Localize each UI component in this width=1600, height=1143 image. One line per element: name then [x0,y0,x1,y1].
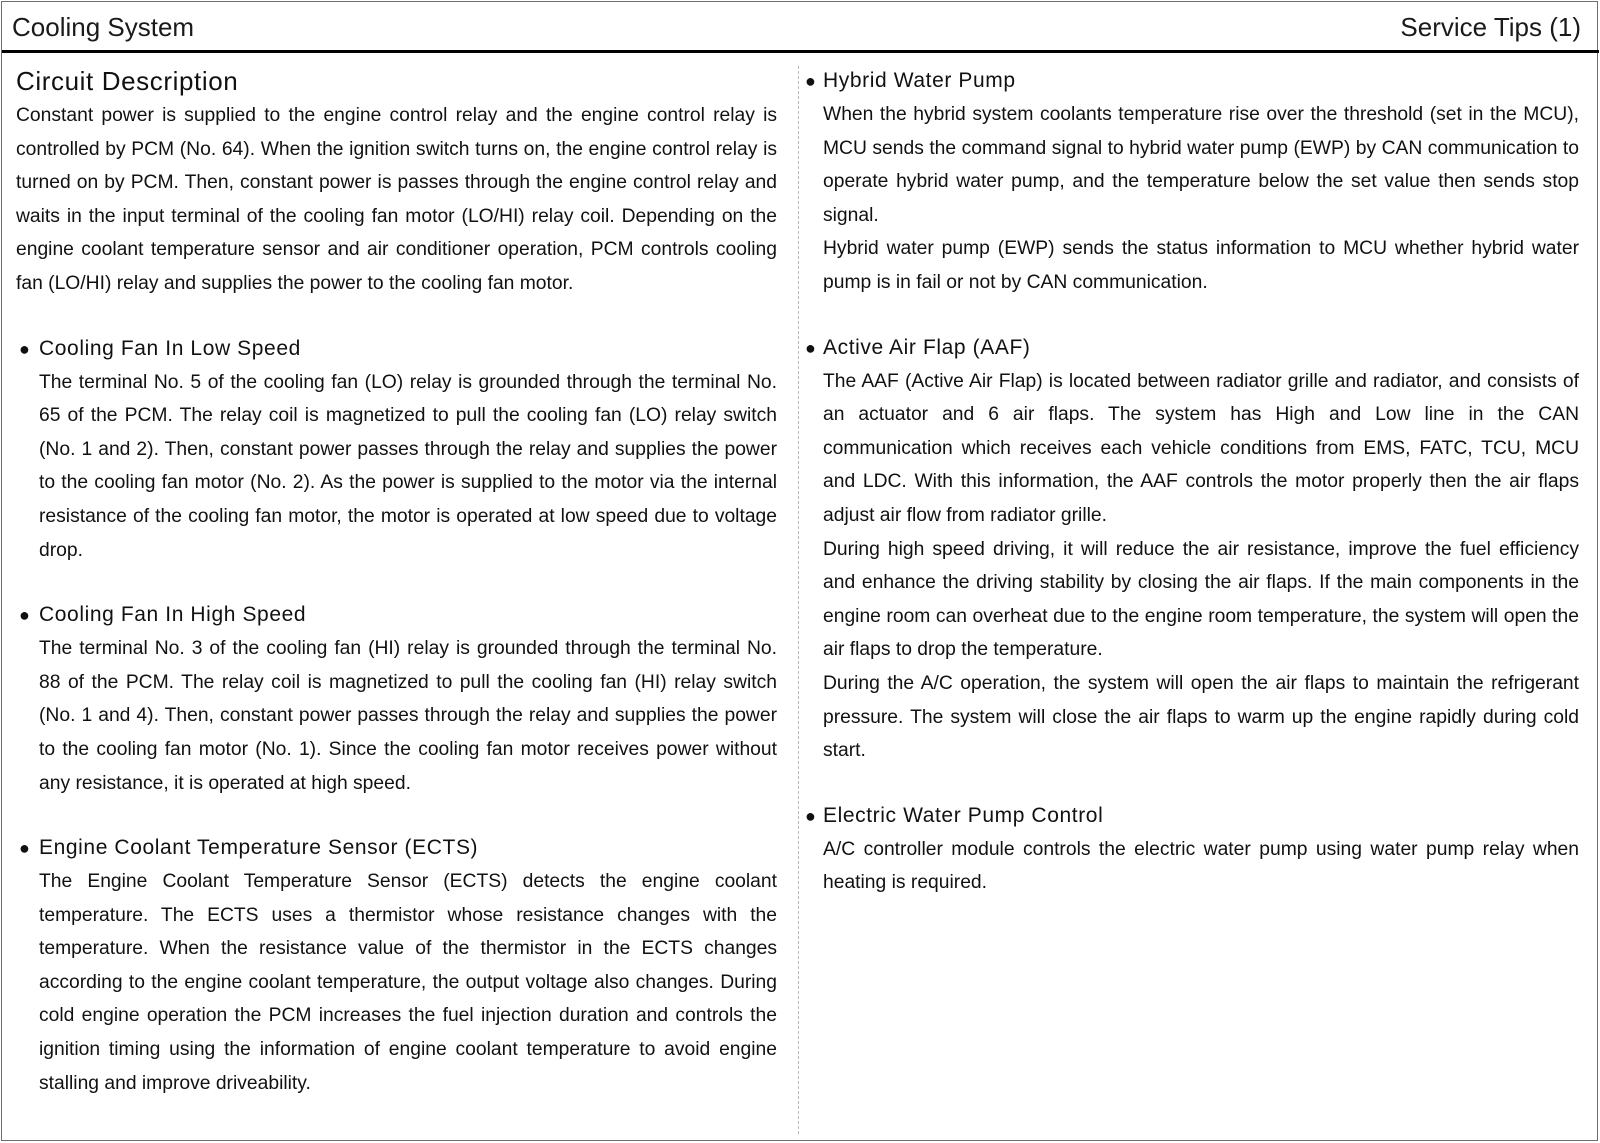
section-heading-text: Hybrid Water Pump [823,69,1016,92]
section-paragraph: Hybrid water pump (EWP) sends the status information to MCU whether hybrid water pump is in fail or not by CAN communication. [823,238,1579,293]
section-heading [805,799,1579,833]
bullet-icon: ● [19,605,31,626]
section-heading-text: Cooling Fan In Low Speed [39,336,301,360]
page-section-title: Service Tips (1) [1400,12,1581,42]
bullet-icon: ● [805,337,817,358]
bullet-icon: ● [805,71,817,91]
chapter-title: Cooling System [12,12,195,42]
section-hybrid-water-pump [805,64,1579,300]
section-heading-text: Active Air Flap (AAF) [823,335,1031,359]
section-heading-text: Cooling Fan In High Speed [39,603,307,627]
section-active-air-flap [805,331,1579,768]
section-heading-text: Electric Water Pump Control [823,803,1104,827]
left-column [16,64,777,1100]
bullet-icon: ● [19,338,31,359]
section-ects [16,831,777,1100]
section-paragraph: The AAF (Active Air Flap) is located between radiator grille and radiator, and consists of an actuator and 6 air flaps. The system has High and Low line in the CAN communication which receives each vehicle conditions from EMS, FATC, TCU, MCU and LDC. With this information, the AAF controls the motor properly then the air flaps adjust air flow from radiator grille. [823,370,1579,526]
section-paragraph: The Engine Coolant Temperature Sensor (ECTS) detects the engine coolant temperature. The ECTS uses a thermistor whose resistance changes with the temperature. When the resistance value of the thermistor in the ECTS changes according to the engine coolant temperature, the output voltage also changes. During cold engine operation the PCM increases the fuel injection duration and controls the ignition timing using the information of engine coolant temperature to avoid engine stalling and improve driveability. [39,871,777,1094]
section-heading [19,332,777,366]
bullet-icon: ● [805,805,817,826]
section-electric-water-pump-control [805,799,1579,900]
section-heading [19,831,777,865]
right-column [805,64,1579,900]
section-heading-text: Engine Coolant Temperature Sensor (ECTS) [39,836,479,860]
section-paragraph: During the A/C operation, the system will open the air flaps to maintain the refrigerant pressure. The system will close the air flaps to warm up the engine rapidly during cold start. [823,672,1579,762]
section-paragraph: The terminal No. 5 of the cooling fan (LO) relay is grounded through the terminal No. 65 of the PCM. The relay coil is magnetized to pull the cooling fan (LO) relay switch (No. 1 and 2). Then, constant power passes through the relay and supplies the power to the cooling fan motor (No. 2). As the power is supplied to the motor via the internal resistance of the cooling fan motor, the motor is operated at low speed due to voltage drop. [39,371,777,561]
circuit-description-heading: Circuit Description [16,66,239,96]
section-heading [805,331,1579,365]
circuit-description-text: Constant power is supplied to the engine control relay and the engine control relay is controlled by PCM (No. 64). When the ignition switch turns on, the engine control relay is turned on by PCM. Then, constant power is passes through the engine control relay and waits in the input terminal of the cooling fan motor (LO/HI) relay coil. Depending on the engine coolant temperature sensor and air conditioner operation, PCM controls cooling fan (LO/HI) relay and supplies the power to the cooling fan motor. [16,105,777,294]
section-paragraph: The terminal No. 3 of the cooling fan (HI) relay is grounded through the terminal No. 88 of the PCM. The relay coil is magnetized to pull the cooling fan (HI) relay switch (No. 1 and 4). Then, constant power passes through the relay and supplies the power to the cooling fan motor (No. 1). Since the cooling fan motor receives power without any resistance, it is operated at high speed. [39,638,777,794]
section-paragraph: A/C controller module controls the electric water pump using water pump relay when heating is required. [823,838,1579,894]
section-heading [805,64,1579,98]
section-cooling-fan-low-speed [16,332,777,568]
page-header [2,2,1599,53]
section-paragraph: During high speed driving, it will reduce the air resistance, improve the fuel efficiency and enhance the driving stability by closing the air flaps. If the main components in the engine room can overheat due to the engine room temperature, the system will open the air flaps to drop the temperature. [823,538,1579,661]
section-paragraph: When the hybrid system coolants temperature rise over the threshold (set in the MCU), MCU sends the command signal to hybrid water pump (EWP) by CAN communication to operate hybrid water pump, and the temperature below the set value then sends stop signal. [823,104,1579,226]
section-heading [19,598,777,632]
section-cooling-fan-high-speed [16,598,777,800]
bullet-icon: ● [19,838,31,859]
column-divider [798,66,799,1134]
